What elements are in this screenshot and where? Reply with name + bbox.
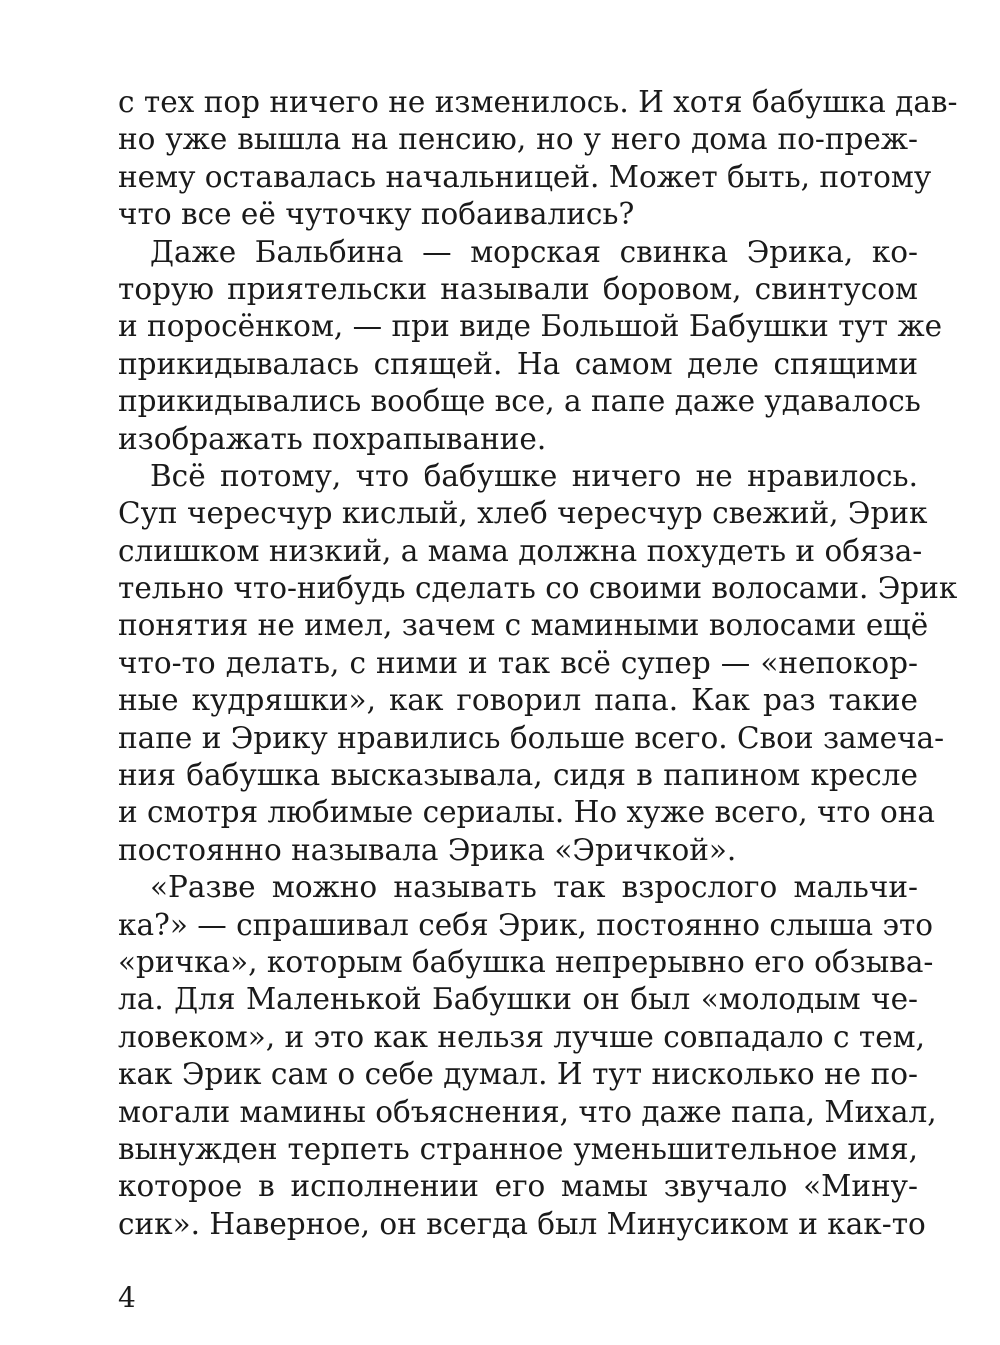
text-line: которое в исполнении его мамы звучало «Мину- [118, 1169, 918, 1204]
text-line: ка?» — спрашивал себя Эрик, постоянно слыша это [118, 907, 934, 942]
text-line: «Разве можно называть так взрослого мальчи- [150, 870, 918, 905]
text-line: прикидывались вообще все, а папе даже удавалось [118, 384, 921, 419]
text-line: слишком низкий, а мама должна похудеть и обяза- [118, 533, 923, 568]
text-line: прикидывалась спящей. На самом деле спящими [118, 346, 918, 381]
text-line: вынужден терпеть странное уменьшительное имя, [118, 1131, 918, 1166]
text-line: с тех пор ничего не изменилось. И хотя бабушка дав- [118, 85, 958, 119]
text-line: Суп чересчур кислый, хлеб чересчур свежий, Эрик [118, 496, 928, 531]
text-line: изображать похрапывание. [118, 421, 547, 456]
text-line: папе и Эрику нравились больше всего. Свои замеча- [118, 720, 945, 755]
text-line: тельно что-нибудь сделать со своими волосами. Эрик [118, 571, 958, 606]
text-line: что все её чуточку побаивались? [118, 197, 635, 232]
text-line: могали мамины объяснения, что даже папа, Михал, [118, 1094, 937, 1129]
text-line: Даже Бальбина — морская свинка Эрика, ко- [150, 234, 918, 269]
text-line: постоянно называла Эрика «Эричкой». [118, 832, 737, 867]
text-line: торую приятельски называли боровом, свинтусом [118, 271, 918, 306]
body-text [118, 84, 958, 1243]
text-line: понятия не имел, зачем с мамиными волосами ещё [118, 608, 929, 643]
text-line: нему оставалась начальницей. Может быть, потому [118, 159, 932, 194]
page-number: 4 [118, 1281, 136, 1314]
text-line: «ричка», которым бабушка непрерывно его обзыва- [118, 944, 934, 979]
text-line: что-то делать, с ними и так всё супер — «непокор- [118, 645, 918, 680]
text-line: сик». Наверное, он всегда был Минусиком и как-то [118, 1206, 926, 1241]
text-line: ния бабушка высказывала, сидя в папином кресле [118, 758, 918, 793]
text-line: но уже вышла на пенсию, но у него дома по-преж- [118, 122, 918, 157]
text-line: ла. Для Маленькой Бабушки он был «молодым че- [118, 982, 918, 1017]
text-line: и смотря любимые сериалы. Но хуже всего, что она [118, 795, 936, 830]
text-line: как Эрик сам о себе думал. И тут нисколько не по- [118, 1057, 918, 1092]
text-line: Всё потому, что бабушке ничего не нравилось. [150, 458, 918, 493]
text-line: ные кудряшки», как говорил папа. Как раз такие [118, 683, 918, 718]
text-line: и поросёнком, — при виде Большой Бабушки тут же [118, 309, 943, 344]
text-line: ловеком», и это как нельзя лучше совпадало с тем, [118, 1019, 926, 1054]
